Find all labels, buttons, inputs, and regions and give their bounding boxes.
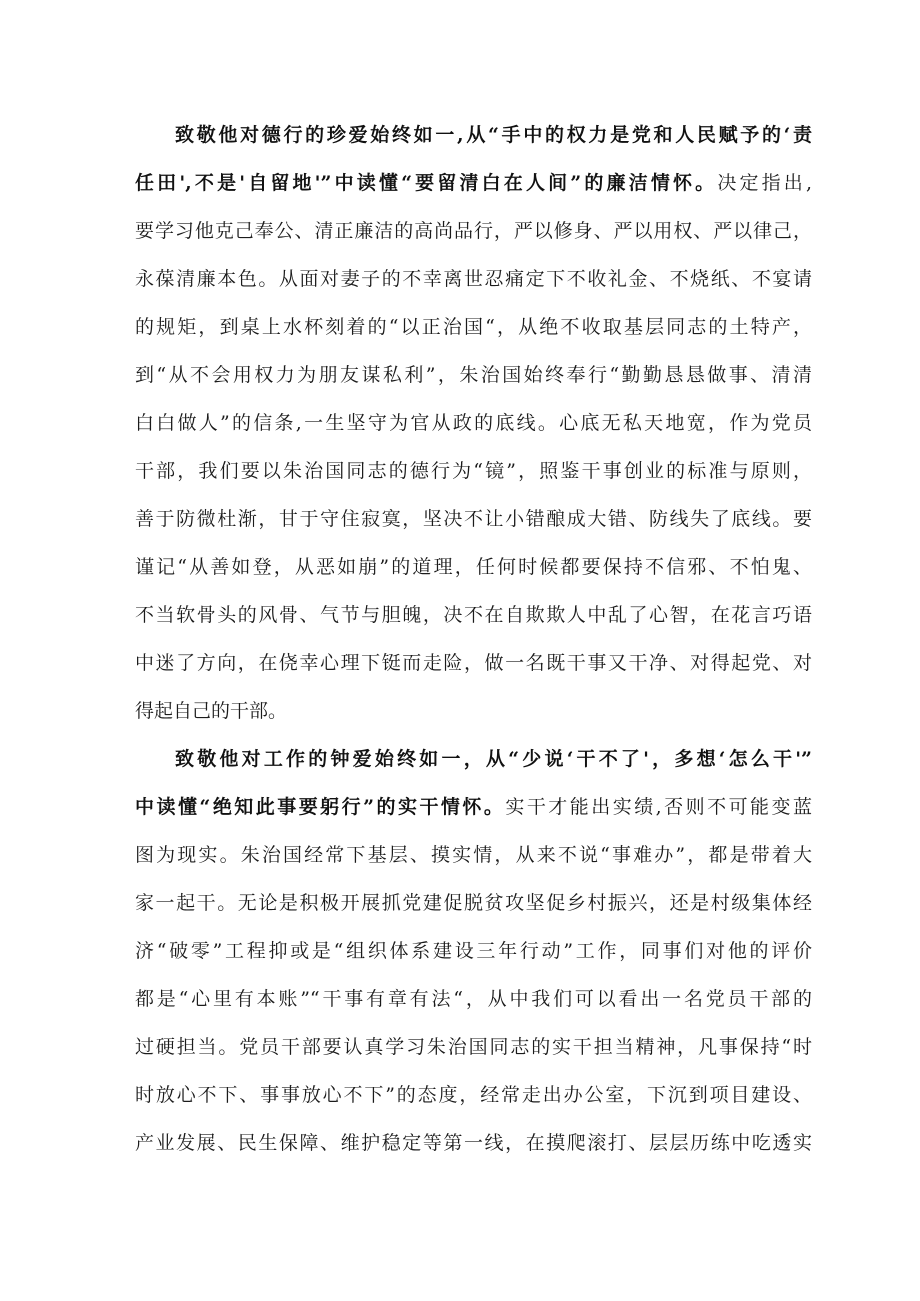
paragraph-2-lead-text: 致敬他对工作的钟爱始终如一，从“少说‘干不了'，多想‘怎么干'”	[175, 748, 812, 770]
paragraph-1-line-11	[135, 591, 812, 639]
paragraph-1	[135, 111, 812, 735]
paragraph-1-body-text: 永葆清廉本色。从面对妻子的不幸离世忍痛定下不收礼金、不烧纸、不宴请	[135, 268, 812, 290]
paragraph-1-line-7	[135, 399, 812, 447]
paragraph-2-line-2	[135, 783, 812, 831]
paragraph-2-body-text: 时放心不下、事事放心不下”的态度，经常走出办公室，下沉到项目建设、	[135, 1084, 812, 1106]
paragraph-1-line-1	[135, 111, 812, 159]
paragraph-1-body-text: 不当软骨头的风骨、气节与胆魄，决不在自欺欺人中乱了心智，在花言巧语	[135, 604, 812, 626]
paragraph-1-line-13	[135, 687, 812, 735]
paragraph-1-line-6	[135, 351, 812, 399]
paragraph-2-line-1	[135, 735, 812, 783]
paragraph-1-line-3	[135, 207, 812, 255]
paragraph-2-line-9	[135, 1119, 812, 1167]
paragraph-1-lead-text: 任田',不是'自留地'”中读懂“要留清白在人间”的廉洁情怀。	[135, 172, 718, 194]
paragraph-2-body-text: 过硬担当。党员干部要认真学习朱治国同志的实干担当精神，凡事保持“时	[135, 1036, 812, 1058]
paragraph-1-lead-text: 致敬他对德行的珍爱始终如一,从“手中的权力是党和人民赋予的‘责	[175, 124, 812, 146]
paragraph-1-line-10	[135, 543, 812, 591]
paragraph-1-body-text: 干部，我们要以朱治国同志的德行为“镜”，照鉴干事创业的标准与原则，	[135, 460, 812, 482]
paragraph-1-line-5	[135, 303, 812, 351]
paragraph-2-body-text: 家一起干。无论是积极开展抓党建促脱贫攻坚促乡村振兴，还是村级集体经	[135, 892, 812, 914]
paragraph-2-body-text: 实干才能出实绩,否则不可能变蓝	[505, 796, 812, 818]
paragraph-2-body-text: 图为现实。朱治国经常下基层、摸实情，从来不说“事难办”，都是带着大	[135, 844, 812, 866]
paragraph-2-body-text: 济“破零”工程抑或是“组织体系建设三年行动”工作，同事们对他的评价	[135, 940, 812, 962]
paragraph-1-body-text: 的规矩，到桌上水杯刻着的“以正治国“，从绝不收取基层同志的土特产，	[135, 316, 812, 338]
paragraph-1-body-text: 得起自己的干部。	[135, 700, 288, 722]
paragraph-1-line-4	[135, 255, 812, 303]
paragraph-1-line-9	[135, 495, 812, 543]
paragraph-2	[135, 735, 812, 1167]
paragraph-2-line-5	[135, 927, 812, 975]
paragraph-1-body-text: 要学习他克己奉公、清正廉洁的高尚品行，严以修身、严以用权、严以律己，	[135, 220, 812, 242]
paragraph-2-lead-text: 中读懂“绝知此事要躬行”的实干情怀。	[135, 796, 506, 818]
paragraph-1-body-text: 中迷了方向，在侥幸心理下铤而走险，做一名既干事又干净、对得起党、对	[135, 652, 812, 674]
paragraph-1-body-text: 白白做人”的信条,一生坚守为官从政的底线。心底无私天地宽，作为党员	[135, 412, 812, 434]
paragraph-1-line-8	[135, 447, 812, 495]
paragraph-1-body-text: 善于防微杜渐，甘于守住寂寞，坚决不让小错酿成大错、防线失了底线。要	[135, 508, 812, 530]
paragraph-2-line-3	[135, 831, 812, 879]
paragraph-2-line-7	[135, 1023, 812, 1071]
paragraph-1-body-text: 谨记“从善如登，从恶如崩”的道理，任何时候都要保持不信邪、不怕鬼、	[135, 556, 812, 578]
document-body	[135, 111, 812, 1167]
paragraph-1-body-text: 到“从不会用权力为朋友谋私利”，朱治国始终奉行“勤勤恳恳做事、清清	[135, 364, 812, 386]
paragraph-2-body-text: 产业发展、民生保障、维护稳定等第一线，在摸爬滚打、层层历练中吃透实	[135, 1132, 812, 1154]
paragraph-2-line-4	[135, 879, 812, 927]
paragraph-2-body-text: 都是“心里有本账”“干事有章有法“，从中我们可以看出一名党员干部的	[135, 988, 812, 1010]
paragraph-2-line-6	[135, 975, 812, 1023]
paragraph-1-line-2	[135, 159, 812, 207]
paragraph-1-line-12	[135, 639, 812, 687]
paragraph-1-body-text: 决定指出,	[717, 172, 812, 194]
paragraph-2-line-8	[135, 1071, 812, 1119]
